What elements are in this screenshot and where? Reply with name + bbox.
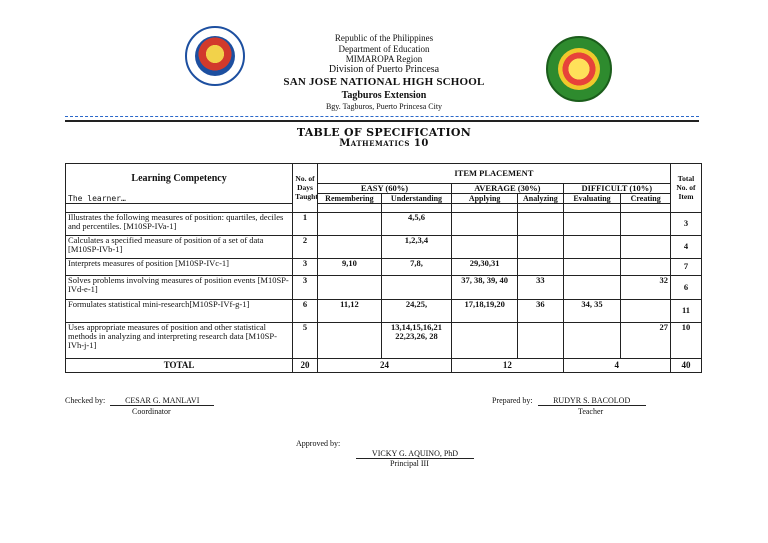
- total-cell: 10: [670, 322, 701, 358]
- average-header: AVERAGE (30%): [452, 183, 563, 193]
- header-divider-blue: [65, 116, 699, 117]
- checked-by-role: Coordinator: [132, 407, 171, 416]
- total-items-header: Total No. of Item: [670, 164, 701, 213]
- region-text: MIMAROPA Region: [345, 54, 423, 64]
- analyzing-cell: 36: [518, 299, 563, 322]
- school-name: SAN JOSE NATIONAL HIGH SCHOOL: [283, 76, 485, 88]
- learning-competency-header: Learning Competency: [66, 164, 293, 184]
- total-easy: 24: [317, 358, 451, 372]
- understanding-cell: 1,2,3,4: [381, 235, 451, 258]
- total-items: 40: [670, 358, 701, 372]
- applying-cell: [452, 212, 518, 235]
- total-average: 12: [452, 358, 563, 372]
- prepared-by-name: RUDYR S. BACOLOD: [538, 396, 646, 406]
- creating-cell: [621, 258, 671, 275]
- analyzing-cell: [518, 322, 563, 358]
- evaluating-cell: [563, 275, 621, 299]
- table-row: [66, 275, 702, 299]
- competency-cell: Solves problems involving measures of position events [M10SP-IVd-e-1]: [66, 275, 293, 299]
- table-row: [66, 212, 702, 235]
- creating-cell: [621, 212, 671, 235]
- creating-cell: [621, 235, 671, 258]
- header-row: [66, 164, 702, 184]
- remembering-cell: [317, 275, 381, 299]
- approved-by-block: [356, 449, 474, 459]
- days-cell: 3: [293, 258, 318, 275]
- total-label: TOTAL: [66, 358, 293, 372]
- days-cell: 3: [293, 275, 318, 299]
- table-row: [66, 258, 702, 275]
- days-cell: 5: [293, 322, 318, 358]
- total-days: 20: [293, 358, 318, 372]
- prepared-by-role: Teacher: [578, 407, 604, 416]
- competency-cell: Interprets measures of position [M10SP-IVc-1]: [66, 258, 293, 275]
- total-cell: 7: [670, 258, 701, 275]
- creating-cell: [621, 299, 671, 322]
- header-spacer-row: [66, 203, 702, 212]
- division-text: Division of Puerto Princesa: [328, 64, 440, 75]
- checked-by-name: CESAR G. MANLAVI: [110, 396, 214, 406]
- applying-cell: [452, 235, 518, 258]
- table-row: [66, 322, 702, 358]
- checked-by-label: Checked by:: [65, 396, 106, 405]
- specification-table: [65, 163, 702, 373]
- analyzing-cell: [518, 212, 563, 235]
- competency-cell: Formulates statistical mini-research[M10SP-IVf-g-1]: [66, 299, 293, 322]
- header-divider-black: [65, 120, 699, 122]
- department-text: Department of Education: [338, 44, 430, 54]
- total-cell: 3: [670, 212, 701, 235]
- applying-cell: 37, 38, 39, 40: [452, 275, 518, 299]
- school-address: Bgy. Tagburos, Puerto Princesa City: [325, 102, 443, 111]
- evaluating-cell: [563, 212, 621, 235]
- days-cell: 2: [293, 235, 318, 258]
- total-cell: 6: [670, 275, 701, 299]
- creating-header: Creating: [621, 193, 671, 203]
- competency-cell: Illustrates the following measures of position: quartiles, deciles and percentiles. [M10SP-IVa-1]: [66, 212, 293, 235]
- applying-cell: [452, 322, 518, 358]
- evaluating-header: Evaluating: [563, 193, 621, 203]
- approved-by-role: Principal III: [390, 459, 429, 468]
- remembering-header: Remembering: [317, 193, 381, 203]
- evaluating-cell: [563, 258, 621, 275]
- approved-by-name: VICKY G. AQUINO, PhD: [356, 449, 474, 459]
- creating-cell: 32: [621, 275, 671, 299]
- days-cell: 1: [293, 212, 318, 235]
- understanding-cell: [381, 275, 451, 299]
- competency-cell: Uses appropriate measures of position and other statistical methods in analyzing and interpreting research data [M10SP-IVh-j-1]: [66, 322, 293, 358]
- remembering-cell: [317, 235, 381, 258]
- header-row: [66, 183, 702, 193]
- prepared-by-block: [492, 396, 646, 406]
- understanding-cell: 4,5,6: [381, 212, 451, 235]
- remembering-cell: 9,10: [317, 258, 381, 275]
- total-cell: 11: [670, 299, 701, 322]
- remembering-cell: [317, 322, 381, 358]
- approved-by-label: Approved by:: [296, 439, 341, 448]
- easy-header: EASY (60%): [317, 183, 451, 193]
- republic-text: Republic of the Philippines: [334, 33, 434, 43]
- analyzing-header: Analyzing: [518, 193, 563, 203]
- difficult-header: DIFFICULT (10%): [563, 183, 670, 193]
- prepared-by-label: Prepared by:: [492, 396, 533, 405]
- school-extension: Tagburos Extension: [341, 90, 427, 101]
- item-placement-header: ITEM PLACEMENT: [317, 164, 670, 184]
- evaluating-cell: [563, 322, 621, 358]
- page-subtitle: Mathematics 10: [339, 138, 429, 149]
- learner-label: The learner…: [66, 183, 293, 203]
- days-cell: 6: [293, 299, 318, 322]
- table-row: [66, 299, 702, 322]
- remembering-cell: [317, 212, 381, 235]
- competency-cell: Calculates a specified measure of position of a set of data [M10SP-IVb-1]: [66, 235, 293, 258]
- totals-row: [66, 358, 702, 372]
- understanding-header: Understanding: [381, 193, 451, 203]
- analyzing-cell: 33: [518, 275, 563, 299]
- creating-cell: 27: [621, 322, 671, 358]
- applying-cell: 29,30,31: [452, 258, 518, 275]
- total-cell: 4: [670, 235, 701, 258]
- applying-cell: 17,18,19,20: [452, 299, 518, 322]
- understanding-cell: 24,25,: [381, 299, 451, 322]
- evaluating-cell: 34, 35: [563, 299, 621, 322]
- page-title: TABLE OF SPECIFICATION: [296, 126, 472, 139]
- understanding-cell: 7,8,: [381, 258, 451, 275]
- analyzing-cell: [518, 258, 563, 275]
- applying-header: Applying: [452, 193, 518, 203]
- table-row: [66, 235, 702, 258]
- evaluating-cell: [563, 235, 621, 258]
- analyzing-cell: [518, 235, 563, 258]
- total-difficult: 4: [563, 358, 670, 372]
- remembering-cell: 11,12: [317, 299, 381, 322]
- days-taught-header: No. of Days Taught: [293, 164, 318, 213]
- checked-by-block: [65, 396, 214, 406]
- understanding-cell: 13,14,15,16,21 22,23,26, 28: [381, 322, 451, 358]
